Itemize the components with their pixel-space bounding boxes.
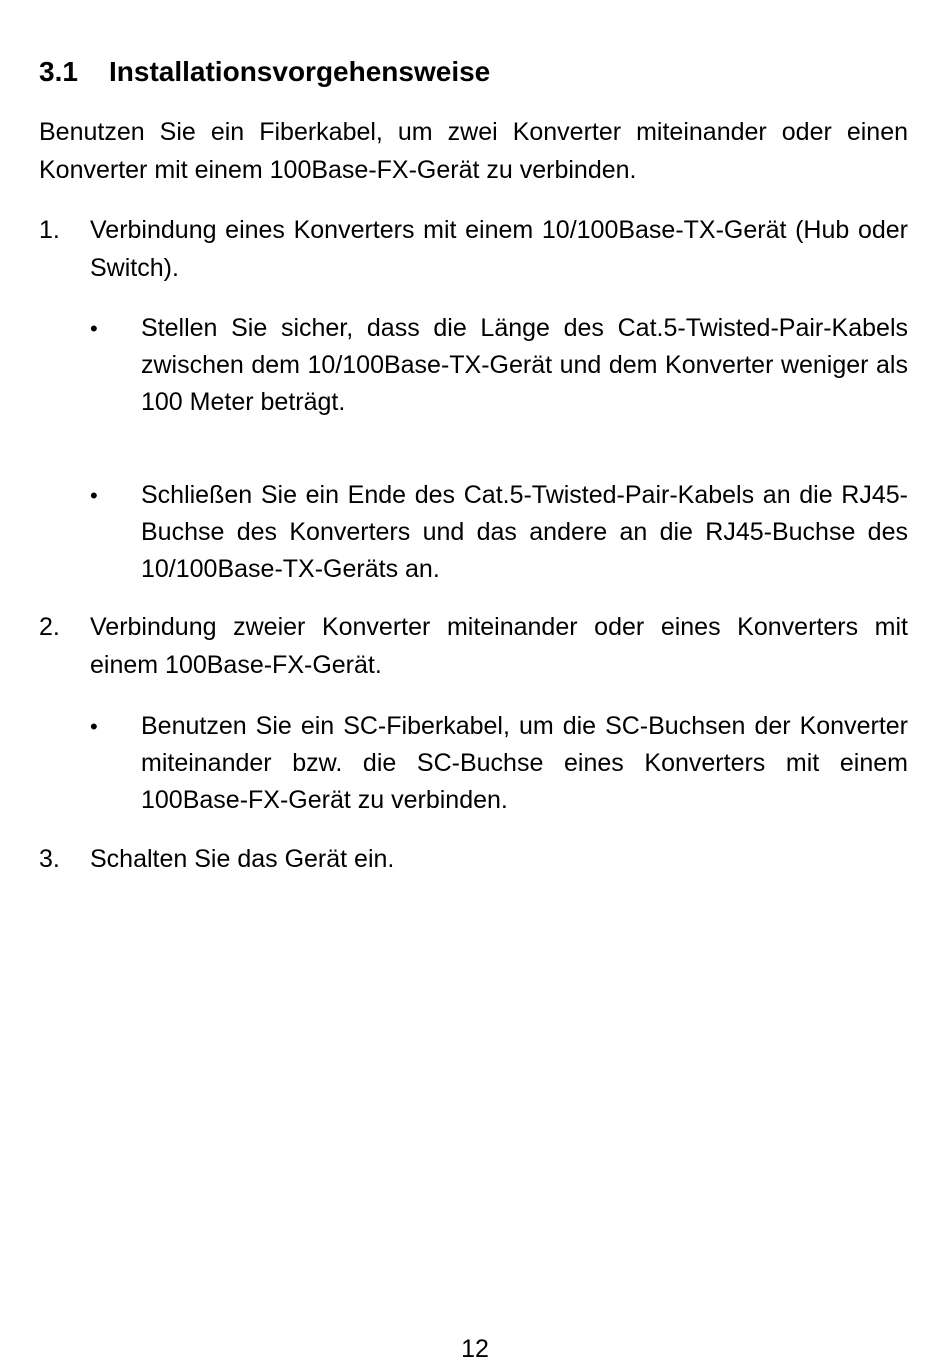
bullet-item — [90, 477, 908, 588]
bullet-text: Benutzen Sie ein SC-Fiberkabel, um die SC-Buchsen der Konverter miteinander bzw. die SC-Buchse eines Konverters mit einem 100Base-FX-Gerät zu verbinden. — [141, 712, 908, 814]
bullet-icon: • — [90, 714, 98, 739]
step-item — [39, 840, 908, 878]
step-text: Schalten Sie das Gerät ein. — [90, 845, 395, 873]
step-item — [39, 608, 908, 684]
section-heading — [39, 52, 490, 92]
bullet-text: Stellen Sie sicher, dass die Länge des Cat.5-Twisted-Pair-Kabels zwischen dem 10/100Base-TX-Gerät und dem Konverter weniger als 100 Meter beträgt. — [141, 314, 908, 416]
bullet-item — [90, 708, 908, 819]
section-number: 3.1 — [39, 56, 78, 87]
intro-paragraph: Benutzen Sie ein Fiberkabel, um zwei Konverter miteinander oder einen Konverter mit einem 100Base-FX-Gerät zu verbinden. — [39, 118, 908, 184]
section-title: Installationsvorgehensweise — [109, 56, 491, 87]
step-number: 2. — [39, 613, 60, 641]
step-number: 1. — [39, 216, 60, 244]
step-text: Verbindung zweier Konverter miteinander oder eines Konverters mit einem 100Base-FX-Gerät. — [90, 613, 908, 679]
bullet-item — [90, 310, 908, 421]
page-number: 12 — [461, 1335, 489, 1363]
step-item — [39, 211, 908, 287]
bullet-icon: • — [90, 483, 98, 508]
bullet-icon: • — [90, 316, 98, 341]
step-text: Verbindung eines Konverters mit einem 10/100Base-TX-Gerät (Hub oder Switch). — [90, 216, 908, 282]
bullet-text: Schließen Sie ein Ende des Cat.5-Twisted-Pair-Kabels an die RJ45-Buchse des Konverters und das andere an die RJ45-Buchse des 10/100Base-TX-Geräts an. — [141, 481, 908, 583]
step-number: 3. — [39, 845, 60, 873]
